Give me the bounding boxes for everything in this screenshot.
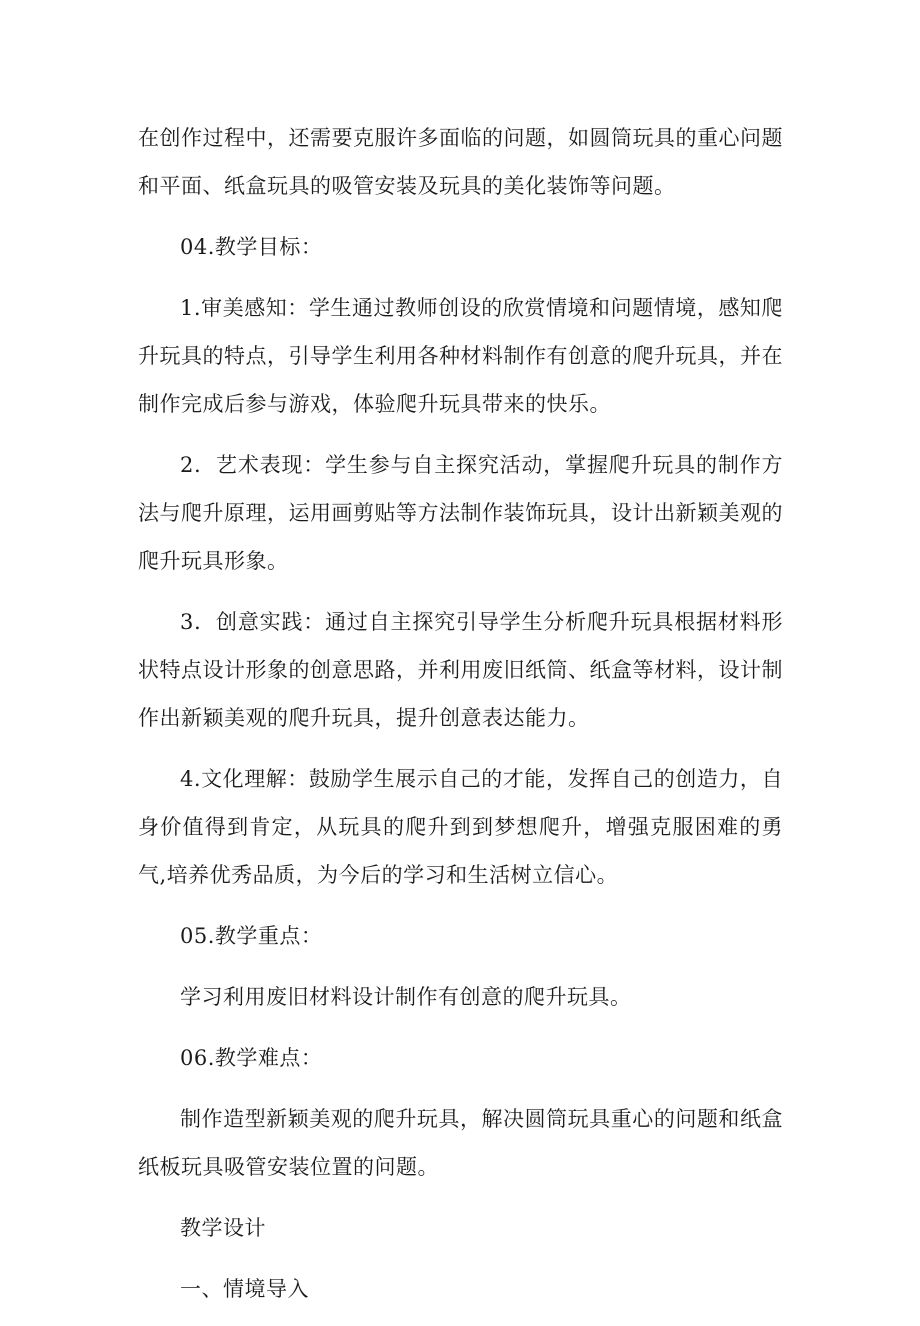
heading-teaching-objectives: 04.教学目标： — [180, 235, 323, 259]
paragraph-teaching-focus: 学习利用废旧材料设计制作有创意的爬升玩具。 — [180, 985, 632, 1009]
heading-teaching-difficulty: 06.教学难点： — [180, 1046, 323, 1070]
paragraph-intro: 在创作过程中，还需要克服许多面临的问题，如圆筒玩具的重心问题和平面、纸盒玩具的吸管安装及玩具的美化装饰等问题。 — [138, 126, 783, 198]
paragraph-objective-2: 2．艺术表现：学生参与自主探究活动，掌握爬升玩具的制作方法与爬升原理，运用画剪贴等方法制作装饰玩具，设计出新颖美观的爬升玩具形象。 — [138, 453, 783, 573]
paragraph-objective-4: 4.文化理解：鼓励学生展示自己的才能，发挥自己的创造力，自身价值得到肯定，从玩具的爬升到到梦想爬升，增强克服困难的勇气,培养优秀品质，为今后的学习和生活树立信心。 — [138, 767, 783, 887]
heading-teaching-focus: 05.教学重点： — [180, 924, 323, 948]
heading-teaching-design: 教学设计 — [180, 1216, 266, 1240]
heading-situation-introduction: 一、情境导入 — [180, 1277, 309, 1301]
paragraph-objective-3: 3．创意实践：通过自主探究引导学生分析爬升玩具根据材料形状特点设计形象的创意思路，并利用废旧纸筒、纸盒等材料，设计制作出新颖美观的爬升玩具，提升创意表达能力。 — [138, 610, 783, 730]
paragraph-teaching-difficulty: 制作造型新颖美观的爬升玩具，解决圆筒玩具重心的问题和纸盒纸板玩具吸管安装位置的问题。 — [138, 1107, 783, 1179]
document-body — [138, 114, 783, 1326]
paragraph-objective-1: 1.审美感知：学生通过教师创设的欣赏情境和问题情境，感知爬升玩具的特点，引导学生利用各种材料制作有创意的爬升玩具，并在制作完成后参与游戏，体验爬升玩具带来的快乐。 — [138, 296, 783, 416]
